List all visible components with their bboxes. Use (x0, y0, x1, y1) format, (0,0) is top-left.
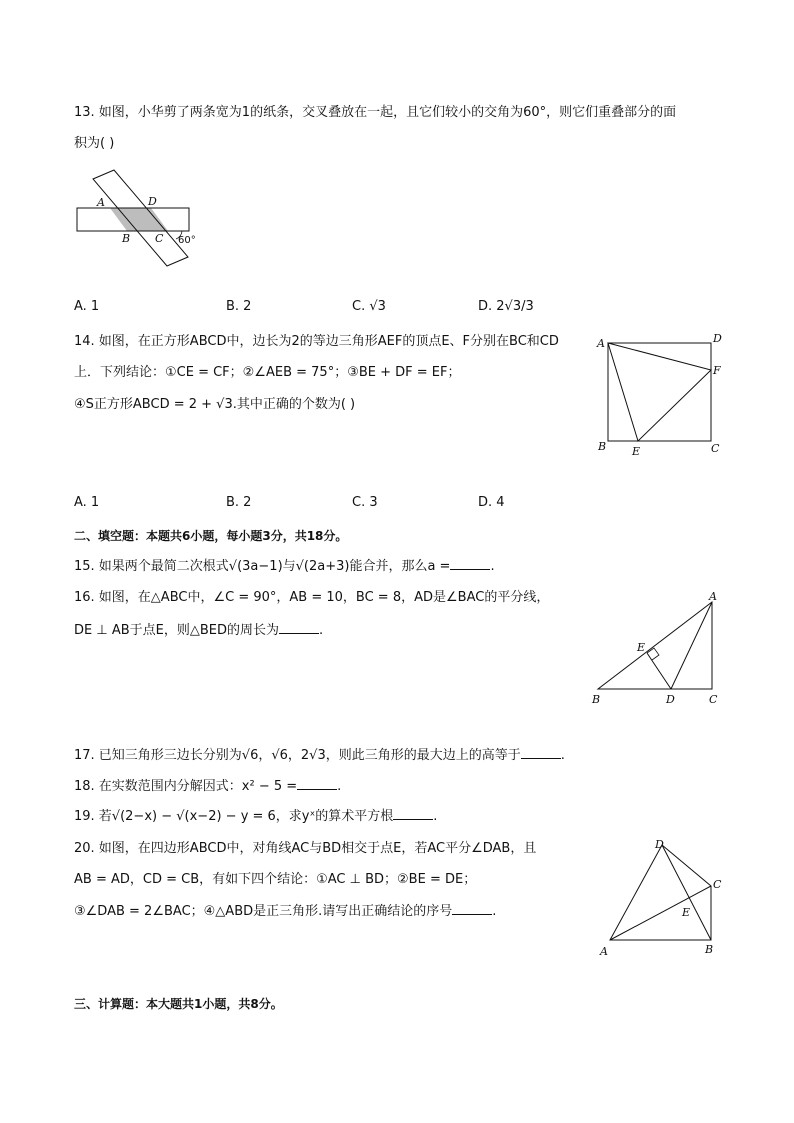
q17-stem (74, 746, 565, 765)
bisector-AD (671, 602, 712, 689)
q13-option-d: D. 2√3/3 (478, 299, 534, 314)
label-E: E (682, 906, 691, 919)
q14-option-d: D. 4 (478, 495, 505, 510)
label-A: A (597, 337, 605, 350)
q16-stem-line1: 16. 如图，在△ABC中，∠C = 90°，AB = 10，BC = 8，AD是∠BAC的平分线， (74, 590, 550, 605)
label-C: C (713, 878, 722, 891)
q15-stem (74, 557, 495, 576)
q18-text: 18. 在实数范围内分解因式：x² − 5 = (74, 779, 298, 794)
q20-end: . (492, 904, 497, 919)
q19-end: . (433, 809, 438, 824)
q13-option-a: A. 1 (74, 299, 100, 314)
q14-stem-line1: 14. 如图，在正方形ABCD中，边长为2的等边三角形AEF的顶点E、F分别在BC和CD (74, 334, 559, 349)
q15-end: . (490, 559, 495, 574)
section-3-heading: 三、计算题：本大题共1小题，共8分。 (74, 997, 283, 1011)
q14-figure (592, 330, 732, 460)
q17-end: . (560, 748, 565, 763)
triangle-ABC (598, 602, 712, 689)
perpendicular-DE (647, 653, 671, 689)
q14-stem-line2: 上．下列结论：①CE = CF；②∠AEB = 75°；③BE + DF = EF； (74, 365, 461, 380)
q17-text: 17. 已知三角形三边长分别为√6，√6，2√3，则此三角形的最大边上的高等于 (74, 748, 521, 763)
label-D: D (713, 332, 722, 345)
q16-text: DE ⊥ AB于点E，则△BED的周长为 (74, 623, 279, 638)
label-D: D (148, 195, 157, 208)
q20-stem-line3 (74, 902, 496, 921)
q14-option-b: B. 2 (226, 495, 252, 510)
q16-stem-line2 (74, 621, 323, 640)
label-A: A (97, 196, 105, 209)
q18-answer-blank (297, 777, 337, 790)
q14-stem-line3: ④S正方形ABCD = 2 + √3.其中正确的个数为( ) (74, 397, 356, 412)
q20-stem-line2: AB = AD，CD = CB，有如下四个结论：①AC ⊥ BD；②BE = DE； (74, 872, 477, 887)
label-angle: 60° (178, 235, 196, 246)
label-C: C (711, 442, 720, 455)
q13-stem-line2: 积为( ) (74, 136, 115, 151)
label-B: B (592, 693, 601, 706)
q14-option-a: A. 1 (74, 495, 100, 510)
q16-figure (586, 588, 726, 712)
q15-answer-blank (450, 557, 490, 570)
q19-stem (74, 807, 437, 826)
q20-figure (594, 834, 734, 964)
triangle-AEF (608, 343, 711, 441)
label-D: D (655, 838, 664, 851)
overlap-region (110, 208, 168, 231)
q20-answer-blank (452, 902, 492, 915)
label-D: D (666, 693, 675, 706)
section-2-heading: 二、填空题：本题共6小题，每小题3分，共18分。 (74, 529, 348, 543)
label-A: A (600, 945, 608, 958)
q13-option-c: C. √3 (352, 299, 386, 314)
q17-answer-blank (521, 746, 561, 759)
label-C: C (709, 693, 718, 706)
label-B: B (122, 232, 131, 245)
q13-figure (74, 168, 210, 268)
label-F: F (713, 364, 721, 377)
q13-stem-line1: 13. 如图，小华剪了两条宽为1的纸条，交叉叠放在一起，且它们较小的交角为60°，则它们重叠部分的面 (74, 105, 677, 120)
q18-stem (74, 777, 341, 796)
label-E: E (632, 445, 641, 458)
diagonal-BD (662, 845, 711, 940)
q14-option-c: C. 3 (352, 495, 378, 510)
q16-answer-blank (279, 621, 319, 634)
q20-text: ③∠DAB = 2∠BAC；④△ABD是正三角形.请写出正确结论的序号 (74, 904, 453, 919)
q19-answer-blank (393, 807, 433, 820)
q20-stem-line1: 20. 如图，在四边形ABCD中，对角线AC与BD相交于点E，若AC平分∠DAB，且 (74, 841, 537, 856)
q18-end: . (337, 779, 342, 794)
label-B: B (705, 943, 714, 956)
q13-option-b: B. 2 (226, 299, 252, 314)
q15-text: 15. 如果两个最简二次根式√(3a−1)与√(2a+3)能合并，那么a = (74, 559, 451, 574)
label-A: A (709, 590, 717, 603)
label-C: C (155, 232, 164, 245)
label-E: E (637, 641, 646, 654)
q16-end: . (318, 623, 324, 638)
label-B: B (598, 440, 607, 453)
q19-text: 19. 若√(2−x) − √(x−2) − y = 6，求yˣ的算术平方根 (74, 809, 394, 824)
quadrilateral-ABCD (610, 845, 711, 940)
